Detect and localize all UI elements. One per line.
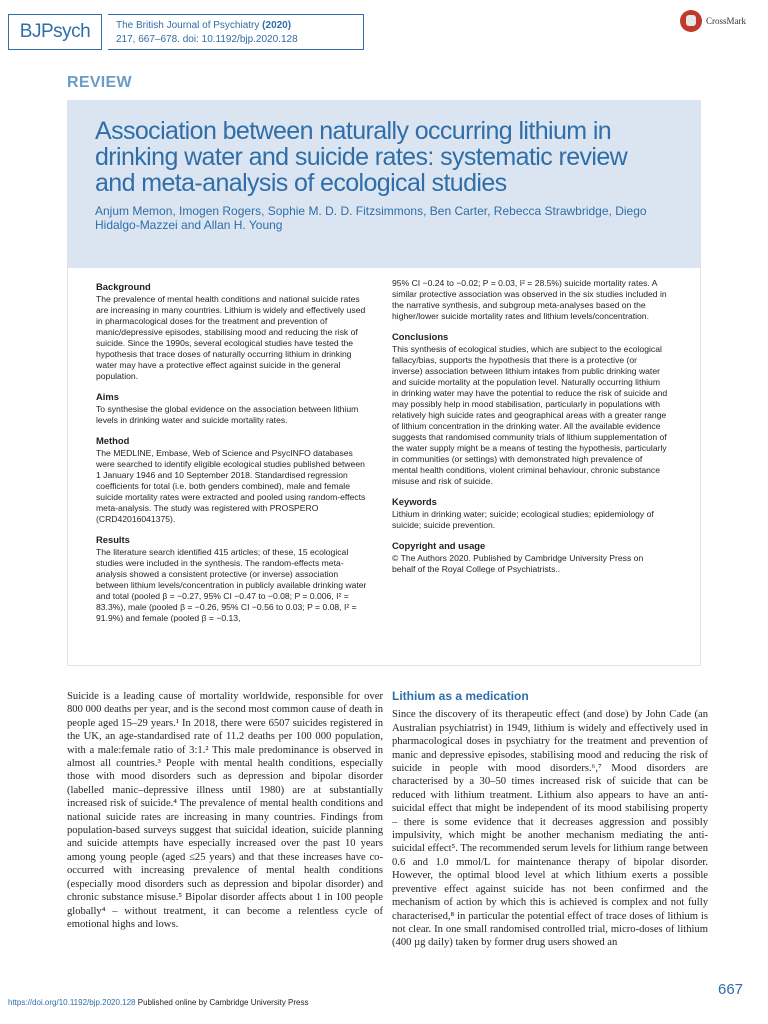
footer-doi bbox=[8, 998, 308, 1007]
section-tag: REVIEW bbox=[67, 74, 132, 91]
abstract-heading-method: Method bbox=[96, 435, 130, 446]
abstract-method: The MEDLINE, Embase, Web of Science and PsycINFO databases were searched to identify eligible ecological studies published between 1 January 1946 and 10 September 2018. Standardised regression coefficients for total (i.e. both genders combined), male and female suicide mortality rates were extracted and pooled using random-effects meta-analysis. The study was registered with PROSPERO (CRD42016041375). bbox=[96, 448, 366, 524]
abstract-aims: To synthesise the global evidence on the association between lithium levels in drinking water and suicide mortality rates. bbox=[96, 404, 359, 425]
article-authors: Anjum Memon, Imogen Rogers, Sophie M. D. D. Fitzsimmons, Ben Carter, Rebecca Strawbridge, Diego Hidalgo-Mazzei and Allan H. Young bbox=[95, 204, 647, 232]
journal-name: The British Journal of Psychiatry bbox=[116, 20, 260, 31]
published-note: Published online by Cambridge University Press bbox=[135, 998, 309, 1007]
abstract-heading-keywords: Keywords bbox=[392, 496, 437, 507]
journal-citation bbox=[108, 14, 364, 50]
crossmark-button[interactable] bbox=[680, 10, 746, 32]
journal-logo: BJPsych bbox=[8, 14, 102, 50]
abstract-heading-aims: Aims bbox=[96, 391, 119, 402]
title-panel bbox=[67, 100, 701, 268]
crossmark-icon bbox=[680, 10, 702, 32]
body-right-column bbox=[392, 690, 708, 950]
abstract-background: The prevalence of mental health conditions and national suicide rates are increasing in many countries. Lithium is widely and effectively used in pharmacological doses for the treatment and prevention of manic/depressive episodes, stabilising mood and reducing the risk of suicide. Since the 1990s, several ecological studies have tested the hypothesis that trace doses of naturally occurring lithium in drinking water may have a protective effect against suicide in the general population. bbox=[96, 294, 366, 381]
abstract-heading-background: Background bbox=[96, 281, 151, 292]
abstract-right-column bbox=[392, 278, 668, 575]
body-paragraph-intro: Suicide is a leading cause of mortality worldwide, responsible for over 800 000 deaths per year, and is the second most common cause of death in people aged 15–29 years.¹ In 2018, there were 6507 suicides registered in the UK, an age-standardised rate of 11.2 deaths per 100 000 population, with a male:female ratio of 3:1.² This male predominance is observed in almost all countries.³ People with mental health conditions, especially those with mood disorders such as depression and bipolar disorder (labelled manic–depressive illness until 1980) are at substantially increased risk of suicide.⁴ The prevalence of mental health conditions and national suicide rates are increasing in many countries. Findings from population-based surveys suggest that suicidal ideation, suicide planning and suicide attempts have especially increased over the past 10 years among young people (aged ≤25 years) and that these increases have co-occurred with increasing prevalence of mental health conditions (especially mood disorders such as depression and bipolar disorder) and chronic substance misuse.⁵ Bipolar disorder affects about 1 in 100 people globally⁴ – without treatment, it can become a relentless cycle of emotional highs and lows. bbox=[67, 691, 383, 930]
abstract-conclusions: This synthesis of ecological studies, which are subject to the ecological fallacy/bias, supports the hypothesis that there is a protective (or inverse) association between lithium intakes from public drinking water and suicide mortality at the population level. Naturally occurring lithium in drinking water may have the potential to reduce the risk of suicide and may possibly help in mood stabilisation, particularly in populations with relatively high suicide rates and geographical areas with a greater range of lithium concentration in the drinking water. All the available evidence suggests that randomised community trials of lithium supplementation of the water supply might be a means of testing the hypothesis, particularly in communities (or settings) with demonstrated high prevalence of mental health conditions, violent criminal behaviour, chronic substance misuse and risk of suicide. bbox=[392, 344, 668, 486]
crossmark-label: CrossMark bbox=[706, 16, 746, 26]
abstract bbox=[67, 268, 701, 666]
body-left-column bbox=[67, 690, 383, 931]
page-number: 667 bbox=[718, 981, 744, 998]
body-heading-lithium: Lithium as a medication bbox=[392, 689, 529, 703]
journal-year: (2020) bbox=[262, 20, 292, 31]
abstract-heading-conclusions: Conclusions bbox=[392, 331, 449, 342]
abstract-results: The literature search identified 415 articles; of these, 15 ecological studies were included in the synthesis. The random-effects meta-analysis showed a consistent protective (or inverse) association between lithium levels/concentration in publicly available drinking water and total (pooled β = −0.27, 95% CI −0.47 to −0.08; P = 0.006, I² = 83.3%), male (pooled β = −0.26, 95% CI −0.56 to 0.03; P = 0.08, I² = 91.9%) and female (pooled β = −0.13, bbox=[96, 547, 367, 623]
abstract-copyright: © The Authors 2020. Published by Cambridge University Press on behalf of the Royal College of Psychiatrists.. bbox=[392, 553, 644, 574]
citation-line: 217, 667–678. doi: 10.1192/bjp.2020.128 bbox=[116, 34, 298, 45]
abstract-heading-copyright: Copyright and usage bbox=[392, 540, 486, 551]
abstract-results-continued: 95% CI −0.24 to −0.02; P = 0.03, I² = 28.5%) suicide mortality rates. A similar protective association was observed in the six studies included in the narrative synthesis, and subgroup meta-analyses based on the higher/lower suicide mortality rates and lithium levels/concentration. bbox=[392, 278, 667, 321]
abstract-left-column bbox=[96, 278, 372, 624]
doi-link[interactable]: https://doi.org/10.1192/bjp.2020.128 bbox=[8, 998, 136, 1007]
article-title: Association between naturally occurring lithium in drinking water and suicide rates: systematic review and meta-analysis of ecological studies bbox=[95, 117, 628, 197]
abstract-heading-results: Results bbox=[96, 534, 130, 545]
body-paragraph-lithium: Since the discovery of its therapeutic effect (and dose) by John Cade (an Australian psychiatrist) in 1949, lithium is widely and effectively used in pharmacological doses in psychiatry for the treatment and prevention of manic and depressive episodes, stabilising mood and reducing the risk of suicide in people with mood disorders.⁶,⁷ Mood disorders are characterised by a 30–50 times increased risk of suicide that can be reduced with lithium treatment. Lithium also appears to have an anti-suicidal effect that might be independent of its mood stabilising property – there is some evidence that it decreases aggression and possibly impulsivity, which might be another mechanism mediating the anti-suicidal effect⁵. The recommended serum levels for lithium range between 0.6 and 1.0 mmol/L for maintenance therapy of bipolar disorder. However, the optimal blood level at which lithium exerts a possible preventive effect against suicide has not been confirmed and the mechanism of action by which this is achieved is complex and not fully characterised,⁸ in particular the potential effect of trace doses of lithium is not clear. In one small randomised controlled trial, micro-doses of lithium (400 µg daily) taken by former drug users showed an bbox=[392, 709, 708, 949]
abstract-keywords: Lithium in drinking water; suicide; ecological studies; epidemiology of suicide; suicide prevention. bbox=[392, 509, 654, 530]
